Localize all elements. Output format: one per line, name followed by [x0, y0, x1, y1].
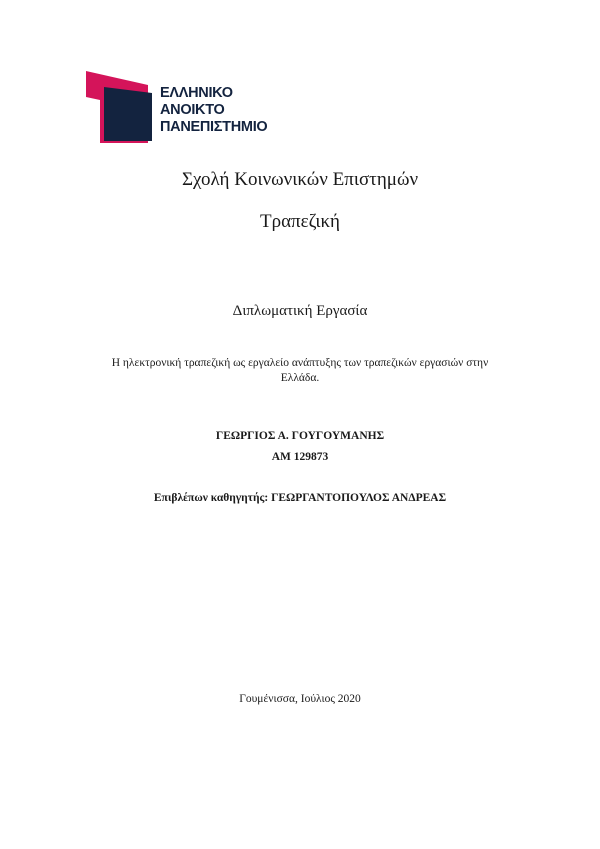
school-name: Σχολή Κοινωνικών Επιστημών — [181, 169, 419, 190]
place-date: Γουμένισσα, Ιούλιος 2020 — [239, 693, 361, 705]
student-id: ΑΜ 129873 — [271, 451, 329, 463]
document-type: Διπλωματική Εργασία — [232, 303, 368, 319]
thesis-title: Η ηλεκτρονική τραπεζική ως εργαλείο ανάπτυξης των τραπεζικών εργασιών στην Ελλάδα. — [111, 357, 489, 384]
university-logo — [86, 71, 276, 143]
department-name: Τραπεζική — [260, 211, 340, 232]
author-name: ΓΕΩΡΓΙΟΣ Α. ΓΟΥΓΟΥΜΑΝΗΣ — [215, 430, 385, 442]
university-logo-mark-icon — [86, 71, 154, 143]
logo-line-3: ΠΑΝΕΠΙΣΤΗΜΙΟ — [160, 119, 268, 135]
supervisor: Επιβλέπων καθηγητής: ΓΕΩΡΓΑΝΤΟΠΟΥΛΟΣ ΑΝΔΡΕΑΣ — [153, 492, 447, 504]
university-logo-text — [160, 85, 267, 136]
logo-line-2: ΑΝΟΙΚΤΟ — [160, 102, 225, 118]
logo-line-1: ΕΛΛΗΝΙΚΟ — [160, 85, 233, 101]
